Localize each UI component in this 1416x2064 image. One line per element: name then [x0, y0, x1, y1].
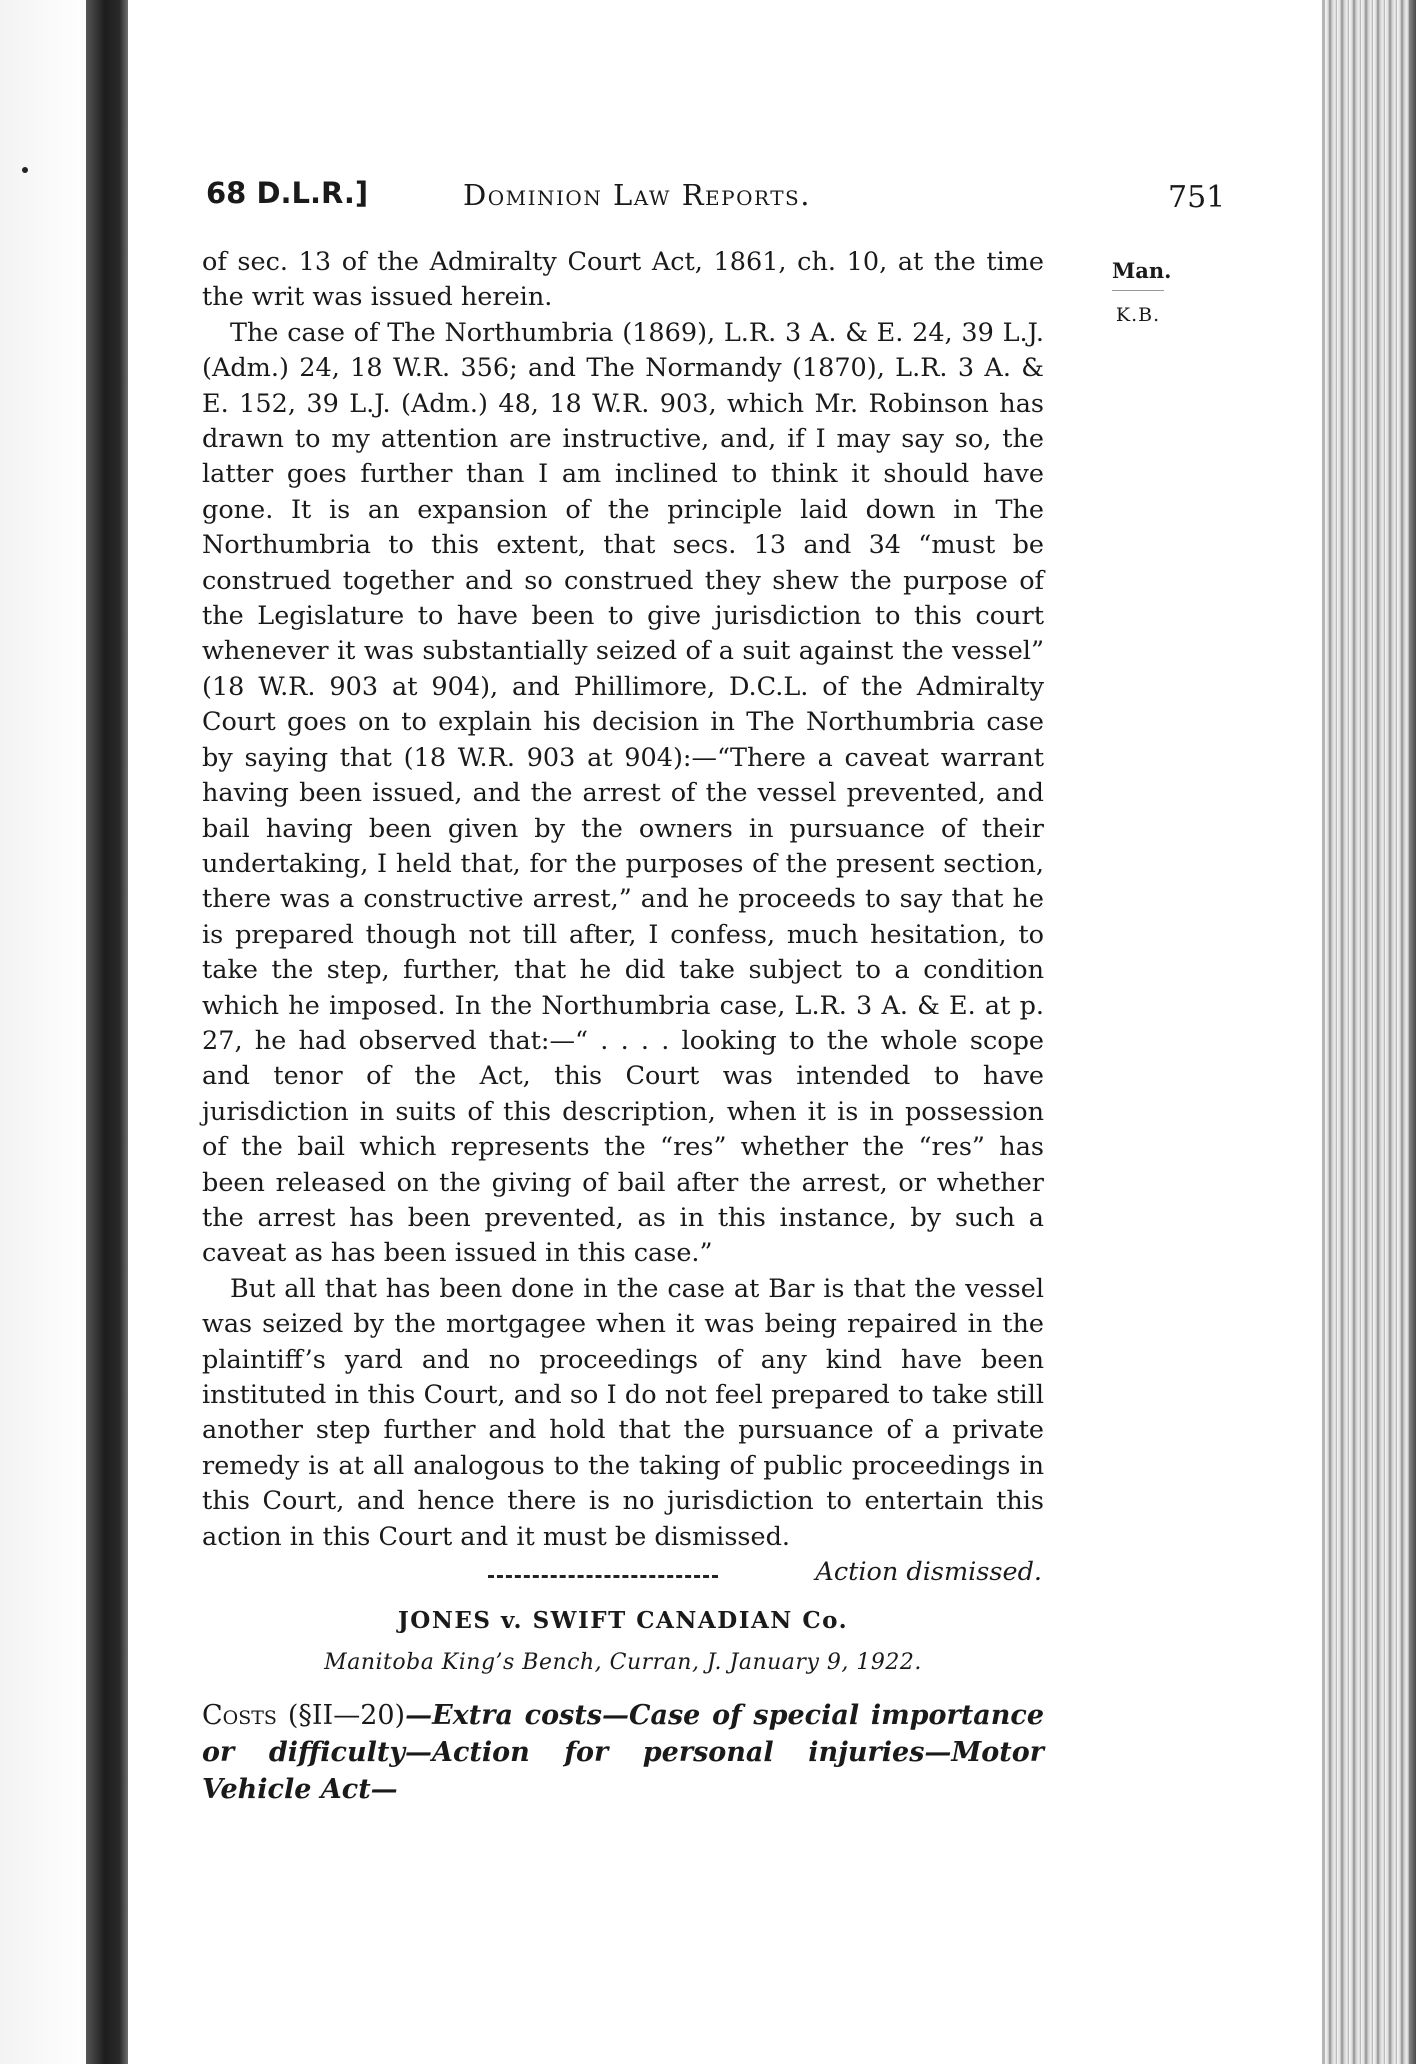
page-stack-edge	[1322, 0, 1416, 2064]
running-header	[206, 176, 1226, 216]
judgment-body	[202, 245, 1044, 1590]
paragraph-conclusion: But all that has been done in the case at Bar is that the vessel was seized by the mortgagee when it was being repaired in the plaintiff’s yard and no proceedings of any kind have been instituted in this Court, and so I do not feel prepared to take still another step further and hold that the pursuance of a private remedy is at all analogous to the taking of public proceedings in this Court, and hence there is no jurisdiction to entertain this action in this Court and it must be dismissed.	[202, 1273, 1044, 1552]
margin-province: Man.	[1112, 258, 1172, 283]
left-page-edge	[0, 0, 92, 2064]
case-court-line: Manitoba King’s Bench, Curran, J. January 9, 1922.	[324, 1650, 922, 1675]
case-title: JONES v. SWIFT CANADIAN Co.	[397, 1607, 849, 1634]
volume-reference: 68 D.L.R.]	[206, 176, 369, 210]
headnote-topic: Costs (§II—20)	[202, 1700, 406, 1731]
page-number: 751	[1168, 180, 1226, 215]
running-title: Dominion Law Reports.	[463, 178, 811, 212]
book-spine	[86, 0, 128, 2064]
paragraph-precedents: The case of The Northumbria (1869), L.R. 3 A. & E. 24, 39 L.J. (Adm.) 24, 18 W.R. 356; and The Normandy (1870), L.R. 3 A. & E. 152, 39 L.J. (Adm.) 48, 18 W.R. 903, which Mr. Robinson has drawn to my attention are instructive, and, if I may say so, the latter goes further than I am inclined to think it should have gone. It is an expansion of the principle laid down in The Northumbria to this extent, that secs. 13 and 34 “must be construed together and so construed they shew the purpose of the Legislature to have been to give jurisdiction to this court whenever it was substantially seized of a suit against the vessel” (18 W.R. 903 at 904), and Phillimore, D.C.L. of the Admiralty Court goes on to explain his decision in The Northumbria case by saying that (18 W.R. 903 at 904):—“There a caveat warrant having been issued, and the arrest of the vessel prevented, and bail having been given by the owners in pursuance of their undertaking, I held that, for the purposes of the present section, there was a constructive arrest,” and he proceeds to say that he is prepared though not till after, I confess, much hesitation, to take the step, further, that he did take subject to a condition which he imposed. In the Northumbria case, L.R. 3 A. & E. at p. 27, he had observed that:—“ . . . . looking to the whole scope and tenor of the Act, this Court was intended to have jurisdiction in suits of this description, when it is in possession of the bail which represents the “res” whether the “res” has been released on the giving of bail after the arrest, or whether the arrest has been prevented, as in this instance, by such a caveat as has been issued in this case.”	[202, 317, 1044, 1269]
headnote-text: —Extra costs—Case of special importance or difficulty—Action for personal injuries—Motor Vehicle Act—	[202, 1700, 1044, 1805]
paragraph-continuation: of sec. 13 of the Admiralty Court Act, 1861, ch. 10, at the time the writ was issued herein.	[202, 247, 1044, 313]
stray-mark	[22, 167, 28, 173]
margin-court: K.B.	[1115, 304, 1161, 326]
disposition: Action dismissed.	[815, 1557, 1042, 1588]
headnote	[202, 1697, 1044, 1808]
margin-rule	[1112, 290, 1164, 291]
case-separator	[488, 1575, 718, 1578]
